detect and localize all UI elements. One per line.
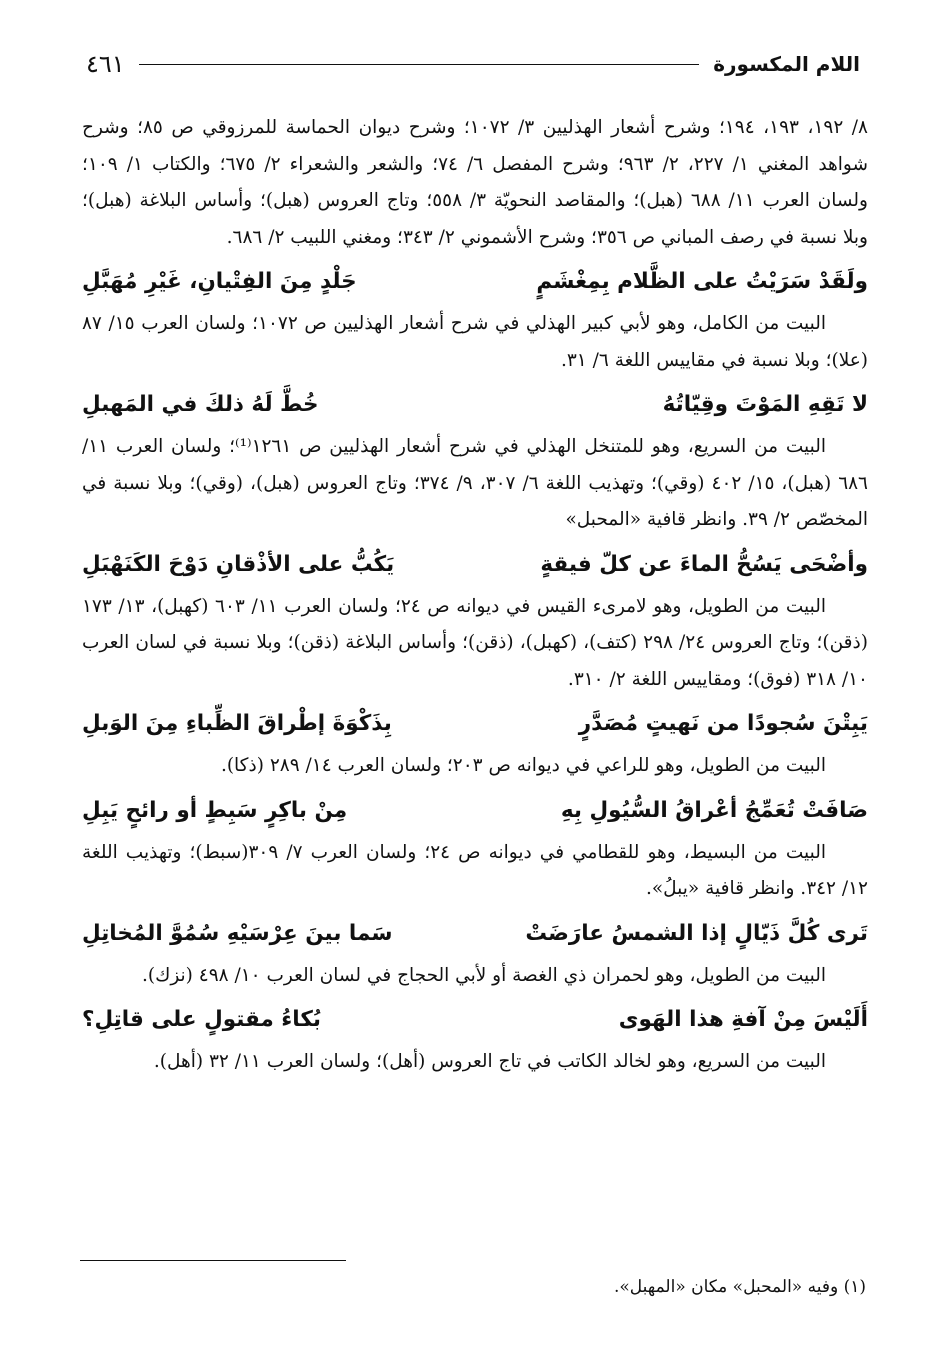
verse-second-hemistich: يَكُبُّ على الأذْقانِ دَوْحَ الكَنَهْبَلِ bbox=[82, 551, 395, 577]
verse-first-hemistich: يَبِتْنَ سُجودًا من نَهيتٍ مُصَدَّرٍ bbox=[578, 711, 868, 736]
footnote-rule bbox=[80, 1260, 346, 1261]
verse-line bbox=[82, 912, 868, 956]
verse-first-hemistich: لا تَقِهِ المَوْتَ وقِيّاتُهُ bbox=[662, 392, 868, 417]
source-note: البيت من السريع، وهو للمتنخل الهذلي في شرح أشعار الهذليين ص ١٢٦١⁽¹⁾؛ ولسان العرب ١١/ ٦٨٦ (هبل)، ١٥/ ٤٠٢ (وقي)؛ وتهذيب اللغة ٦/ ٣٠٧، ٩/ ٣٧٤؛ وتاج العروس (هبل)، (وقي)؛ وبلا نسبة في المخصّص ٢/ ٣٩. وانظر قافية «المحبل» bbox=[82, 436, 868, 530]
verse-line bbox=[82, 543, 868, 587]
verse-first-hemistich: أَلَيْسَ مِنْ آفةِ هذا الهَوى bbox=[618, 1007, 868, 1032]
verse-second-hemistich: مِنْ باكِرٍ سَبِطٍ أو رائحٍ يَبِلِ bbox=[82, 797, 348, 823]
header-rule bbox=[139, 64, 700, 65]
running-title: اللام المكسورة bbox=[713, 52, 860, 76]
verse-line bbox=[82, 789, 868, 833]
source-note: البيت من الطويل، وهو لامرىء القيس في ديوانه ص ٢٤؛ ولسان العرب ١١/ ٦٠٣ (كهبل)، ١٣/ ١٧٣ (ذقن)؛ وتاج العروس ٢٤/ ٢٩٨ (كتف)، (كهبل)، (ذقن)؛ وأساس البلاغة (ذقن)؛ وبلا نسبة في لسان العرب ١٠/ ٣١٨ (فوق)؛ ومقاييس اللغة ٢/ ٣١٠. bbox=[82, 595, 868, 690]
verse-second-hemistich: بُكاءُ مقتولٍ على قاتِلِ؟ bbox=[82, 1007, 321, 1032]
verse-second-hemistich: خُطَّ لَهُ ذلكَ في المَهبلِ bbox=[82, 392, 319, 417]
verse-first-hemistich: صَافَتْ تُعَمِّجُ أعْراقُ السُّيُولِ بِهِ bbox=[560, 797, 868, 823]
source-note: البيت من البسيط، وهو للقطامي في ديوانه ص ٢٤؛ ولسان العرب ٧/ ٣٠٩(سبط)؛ وتهذيب اللغة ١٢/ ٣٤٢. وانظر قافية «يبلُ». bbox=[82, 841, 868, 899]
verse-line bbox=[82, 383, 868, 427]
footnote: (١) وفيه «المحبل» مكان «المهبل». bbox=[613, 1277, 866, 1297]
page-body bbox=[82, 110, 868, 1081]
intro-paragraph: ٨/ ١٩٢، ١٩٣، ١٩٤؛ وشرح أشعار الهذليين ٣/ ١٠٧٢؛ وشرح ديوان الحماسة للمرزوقي ص ٨٥؛ وشرح شواهد المغني ١/ ٢٢٧، ٢/ ٩٦٣؛ وشرح المفصل ٦/ ٧٤؛ والشعر والشعراء ٢/ ٦٧٥؛ والكتاب ١/ ١٠٩؛ ولسان العرب ١١/ ٦٨٨ (هبل)؛ والمقاصد النحويّة ٣/ ٥٥٨؛ وتاج العروس (هبل)؛ وأساس البلاغة (هبل)؛ وبلا نسبة في رصف المباني ص ٣٥٦؛ وشرح الأشموني ٢/ ٣٤٣؛ ومغني اللبيب ٢/ ٦٨٦. bbox=[82, 117, 868, 248]
source-note: البيت من الطويل، وهو لحمران ذي الغصة أو لأبي الحجاج في لسان العرب ١٠/ ٤٩٨ (نزك). bbox=[141, 964, 826, 986]
entry-1 bbox=[82, 260, 868, 379]
source-note: البيت من الكامل، وهو لأبي كبير الهذلي في شرح أشعار الهذليين ص ١٠٧٢؛ ولسان العرب ١٥/ ٨٧ (علا)؛ وبلا نسبة في مقاييس اللغة ٦/ ٣١. bbox=[82, 313, 868, 371]
source-note: البيت من السريع، وهو لخالد الكاتب في تاج العروس (أهل)؛ ولسان العرب ١١/ ٣٢ (أهل). bbox=[153, 1051, 826, 1072]
entry-3 bbox=[82, 543, 868, 699]
verse-first-hemistich: ولَقَدْ سَرَيْتُ على الظَّلام بِمِغْشَمٍ bbox=[536, 269, 868, 294]
verse-first-hemistich: وأضْحَى يَسُحُّ الماءَ عن كلّ فيقةٍ bbox=[540, 551, 868, 577]
entry-4 bbox=[82, 702, 868, 785]
page-header bbox=[86, 44, 860, 84]
verse-line bbox=[82, 998, 868, 1042]
verse-line bbox=[82, 260, 868, 304]
verse-first-hemistich: تَرى كُلَّ ذَيّالٍ إذا الشمسُ عارَضَتْ bbox=[525, 920, 868, 946]
verse-second-hemistich: جَلْدٍ مِنَ الفِتْيانِ، غَيْرِ مُهَبَّلِ bbox=[82, 269, 357, 294]
source-note: البيت من الطويل، وهو للراعي في ديوانه ص ٢٠٣؛ ولسان العرب ١٤/ ٢٨٩ (ذكا). bbox=[220, 755, 826, 776]
verse-line bbox=[82, 702, 868, 746]
entry-5 bbox=[82, 789, 868, 908]
entry-7 bbox=[82, 998, 868, 1081]
entry-6 bbox=[82, 912, 868, 995]
verse-second-hemistich: بِذَكْوَةَ إطْراقَ الظِّباءِ مِنَ الوَبلِ bbox=[82, 711, 392, 736]
page-number: ٤٦١ bbox=[86, 50, 125, 78]
verse-second-hemistich: سَما بينَ عِرْسَيْهِ سُمُوَّ المُخاتِلِ bbox=[82, 920, 393, 946]
entry-2 bbox=[82, 383, 868, 539]
